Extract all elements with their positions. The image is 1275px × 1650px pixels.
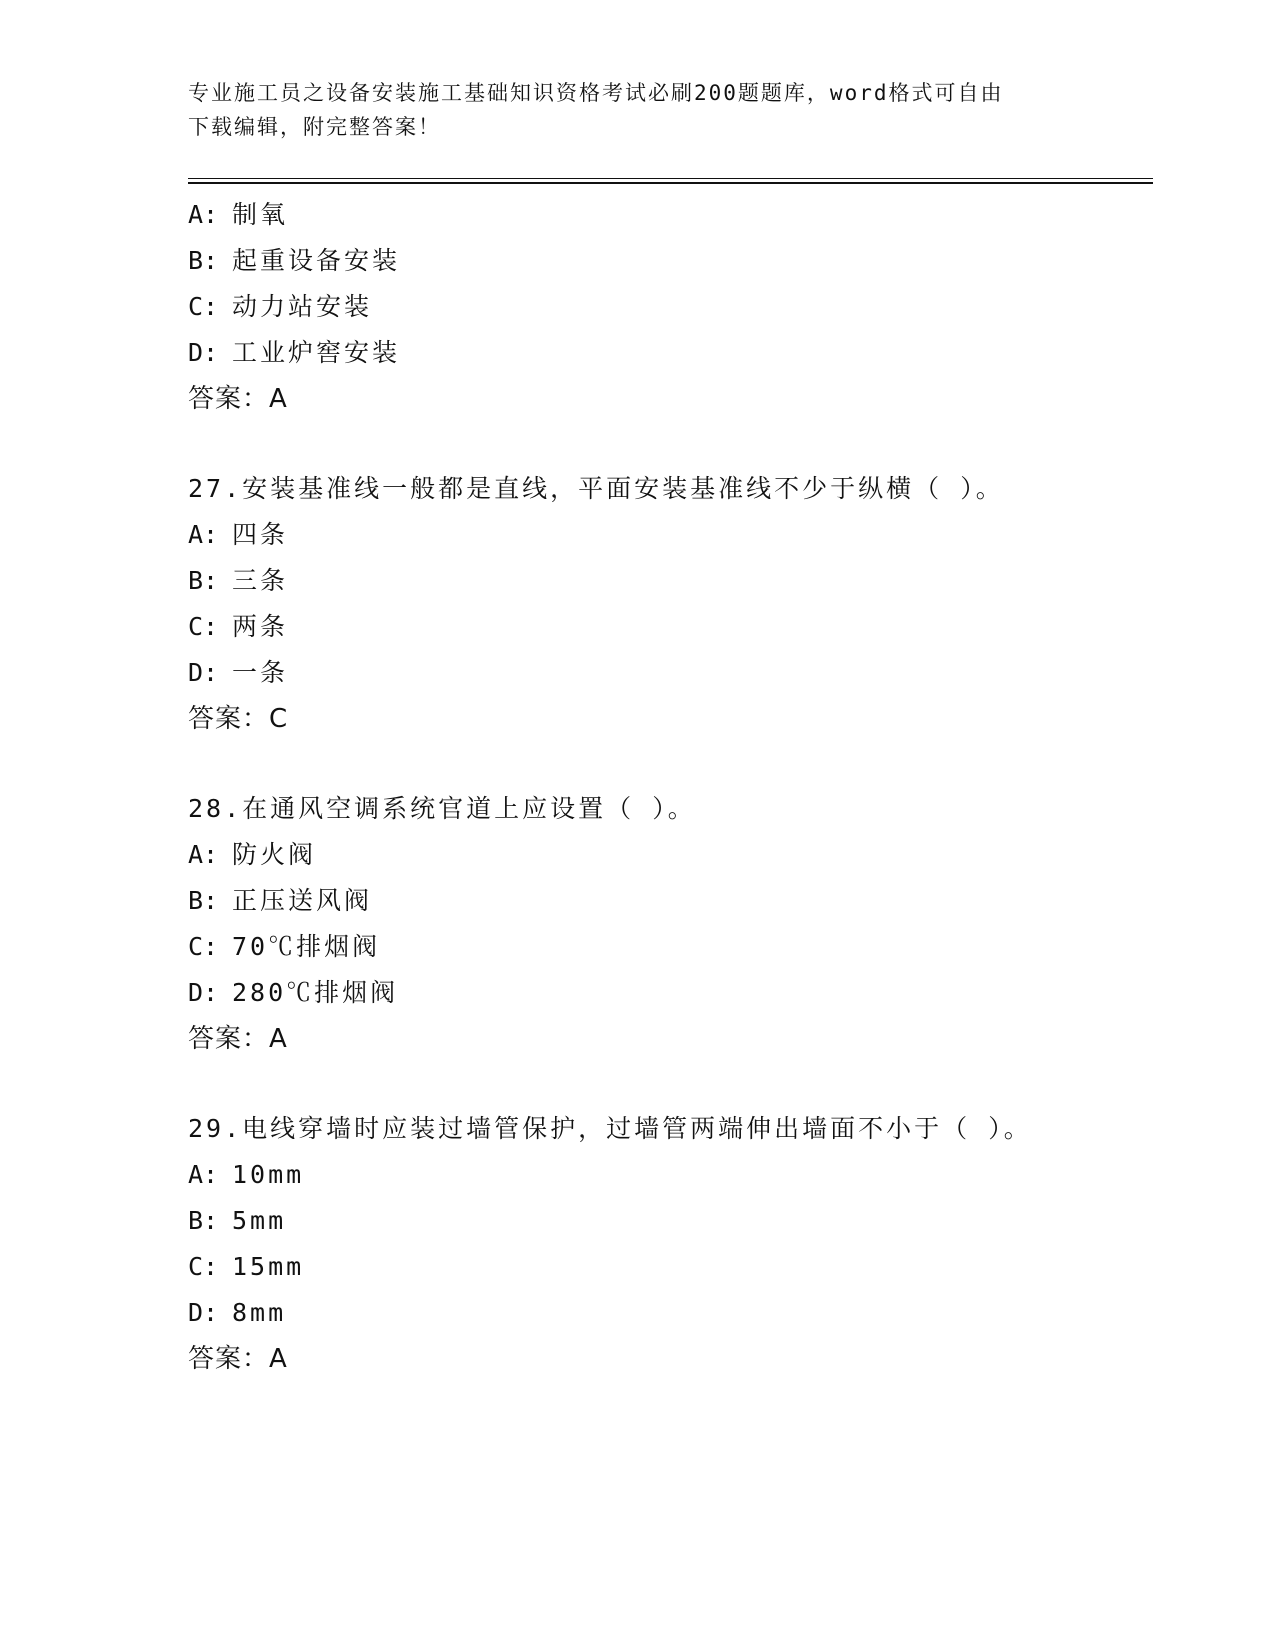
option-d (188, 1290, 1153, 1336)
question-text: 27.安装基准线一般都是直线，平面安装基准线不少于纵横（ ）。 (188, 474, 1004, 503)
option-label: B: (188, 886, 219, 915)
option-d (188, 650, 1153, 696)
option-label: D: (188, 1298, 219, 1327)
header-line-2: 下载编辑，附完整答案！ (188, 115, 441, 139)
option-label: A: (188, 520, 219, 549)
option-text: 70℃排烟阀 (232, 932, 381, 961)
question-block-29 (188, 1106, 1153, 1382)
option-label: D: (188, 338, 219, 367)
question-block-27 (188, 466, 1153, 742)
option-label: C: (188, 932, 219, 961)
option-label: A: (188, 840, 219, 869)
option-a (188, 1152, 1153, 1198)
option-label: C: (188, 292, 219, 321)
option-label: B: (188, 246, 219, 275)
option-label: C: (188, 1252, 219, 1281)
option-label: B: (188, 566, 219, 595)
question-block-26 (188, 192, 1153, 422)
option-text: 5mm (232, 1206, 287, 1235)
question-list (188, 192, 1153, 1382)
option-text: 一条 (232, 658, 289, 687)
option-d (188, 970, 1153, 1016)
option-c (188, 1244, 1153, 1290)
answer-line: 答案：A (188, 384, 288, 414)
option-text: 15mm (232, 1252, 305, 1281)
option-a (188, 512, 1153, 558)
header-divider-thin (188, 178, 1153, 179)
option-text: 三条 (232, 566, 289, 595)
option-text: 8mm (232, 1298, 287, 1327)
option-c (188, 604, 1153, 650)
block-spacer (188, 742, 1153, 786)
option-text: 正压送风阀 (232, 886, 373, 915)
option-b (188, 558, 1153, 604)
answer-line: 答案：A (188, 1344, 288, 1374)
option-text: 10mm (232, 1160, 305, 1189)
option-label: A: (188, 200, 219, 229)
header-divider-thick (188, 182, 1153, 184)
option-b (188, 878, 1153, 924)
option-c (188, 284, 1153, 330)
answer-line: 答案：A (188, 1024, 288, 1054)
option-a (188, 192, 1153, 238)
option-label: D: (188, 658, 219, 687)
option-text: 制氧 (232, 200, 289, 229)
block-spacer (188, 1062, 1153, 1106)
option-text: 280℃排烟阀 (232, 978, 399, 1007)
option-a (188, 832, 1153, 878)
question-block-28 (188, 786, 1153, 1062)
question-text: 28.在通风空调系统官道上应设置（ ）。 (188, 794, 696, 823)
option-text: 起重设备安装 (232, 246, 401, 275)
option-text: 四条 (232, 520, 289, 549)
option-label: A: (188, 1160, 219, 1189)
option-text: 防火阀 (232, 840, 317, 869)
answer-line: 答案：C (188, 704, 289, 734)
option-b (188, 238, 1153, 284)
option-c (188, 924, 1153, 970)
option-label: B: (188, 1206, 219, 1235)
option-text: 动力站安装 (232, 292, 373, 321)
option-b (188, 1198, 1153, 1244)
header-line-1: 专业施工员之设备安装施工基础知识资格考试必刷200题题库，word格式可自由 (188, 81, 1004, 105)
question-text: 29.电线穿墙时应装过墙管保护，过墙管两端伸出墙面不小于（ ）。 (188, 1114, 1032, 1143)
option-text: 工业炉窖安装 (232, 338, 401, 367)
option-text: 两条 (232, 612, 289, 641)
block-spacer (188, 422, 1153, 466)
option-d (188, 330, 1153, 376)
document-header (188, 76, 1088, 144)
option-label: C: (188, 612, 219, 641)
option-label: D: (188, 978, 219, 1007)
